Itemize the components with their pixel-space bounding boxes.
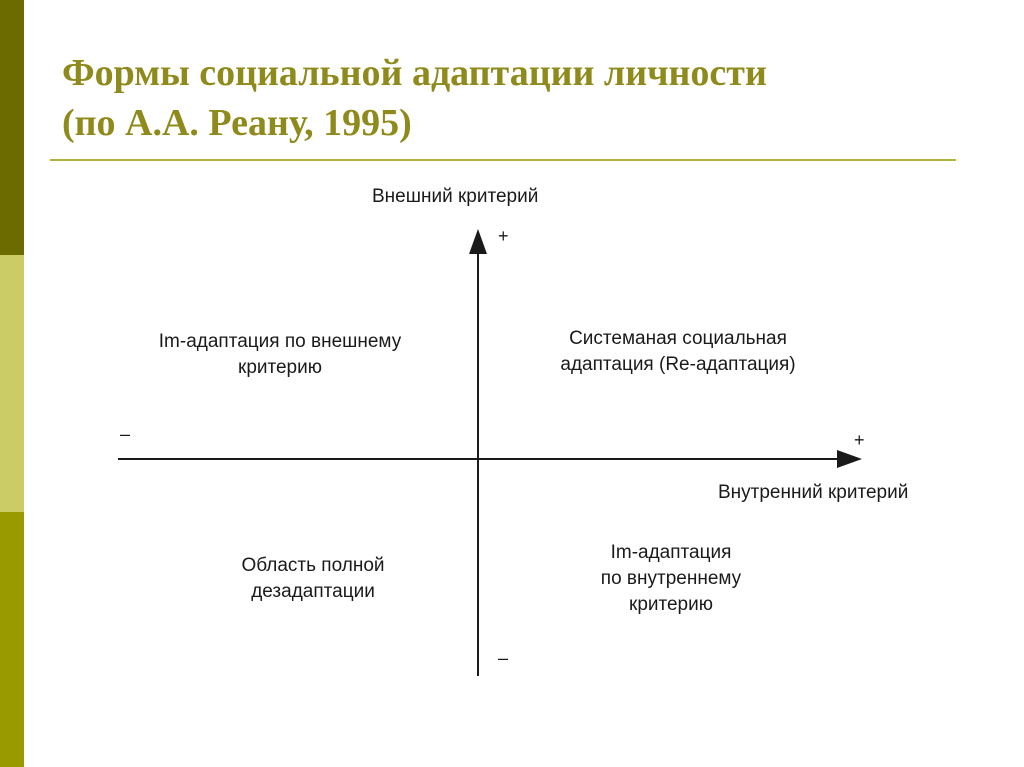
quadrant-bottom-left-line2: дезадаптации: [251, 581, 375, 602]
quadrant-bottom-right-line3: критерию: [629, 594, 713, 615]
quadrant-bottom-right: [540, 540, 802, 618]
quadrant-top-right-line2: адаптация (Re-адаптация): [560, 354, 796, 375]
quadrant-bottom-left: [170, 553, 456, 605]
vertical-axis-arrowhead: [469, 229, 487, 254]
horizontal-axis-arrowhead: [837, 450, 862, 468]
quadrant-bottom-left-line1: Область полной: [241, 555, 385, 576]
y-plus-sign: +: [498, 226, 509, 246]
slide-title-line2: (по А.А. Реану, 1995): [62, 102, 412, 144]
x-minus-sign: –: [120, 424, 131, 444]
slide-title-line1: Формы социальной адаптации личности: [62, 52, 767, 94]
quadrant-top-left-line1: Im-адаптация по внешнему: [158, 331, 402, 352]
quadrant-top-left-line2: критерию: [238, 357, 322, 378]
x-axis-label: Внутренний критерий: [718, 482, 909, 503]
quadrant-bottom-right-line2: по внутреннему: [600, 568, 742, 589]
x-plus-sign: +: [854, 430, 865, 450]
y-axis-label: Внешний критерий: [372, 186, 539, 207]
quadrant-bottom-right-line1: Im-адаптация: [610, 542, 732, 563]
quadrant-top-right-line1: Системаная социальная: [569, 328, 787, 349]
quadrant-top-left: [100, 329, 460, 381]
quadrant-top-right: [500, 326, 856, 378]
y-minus-sign: –: [498, 648, 509, 668]
